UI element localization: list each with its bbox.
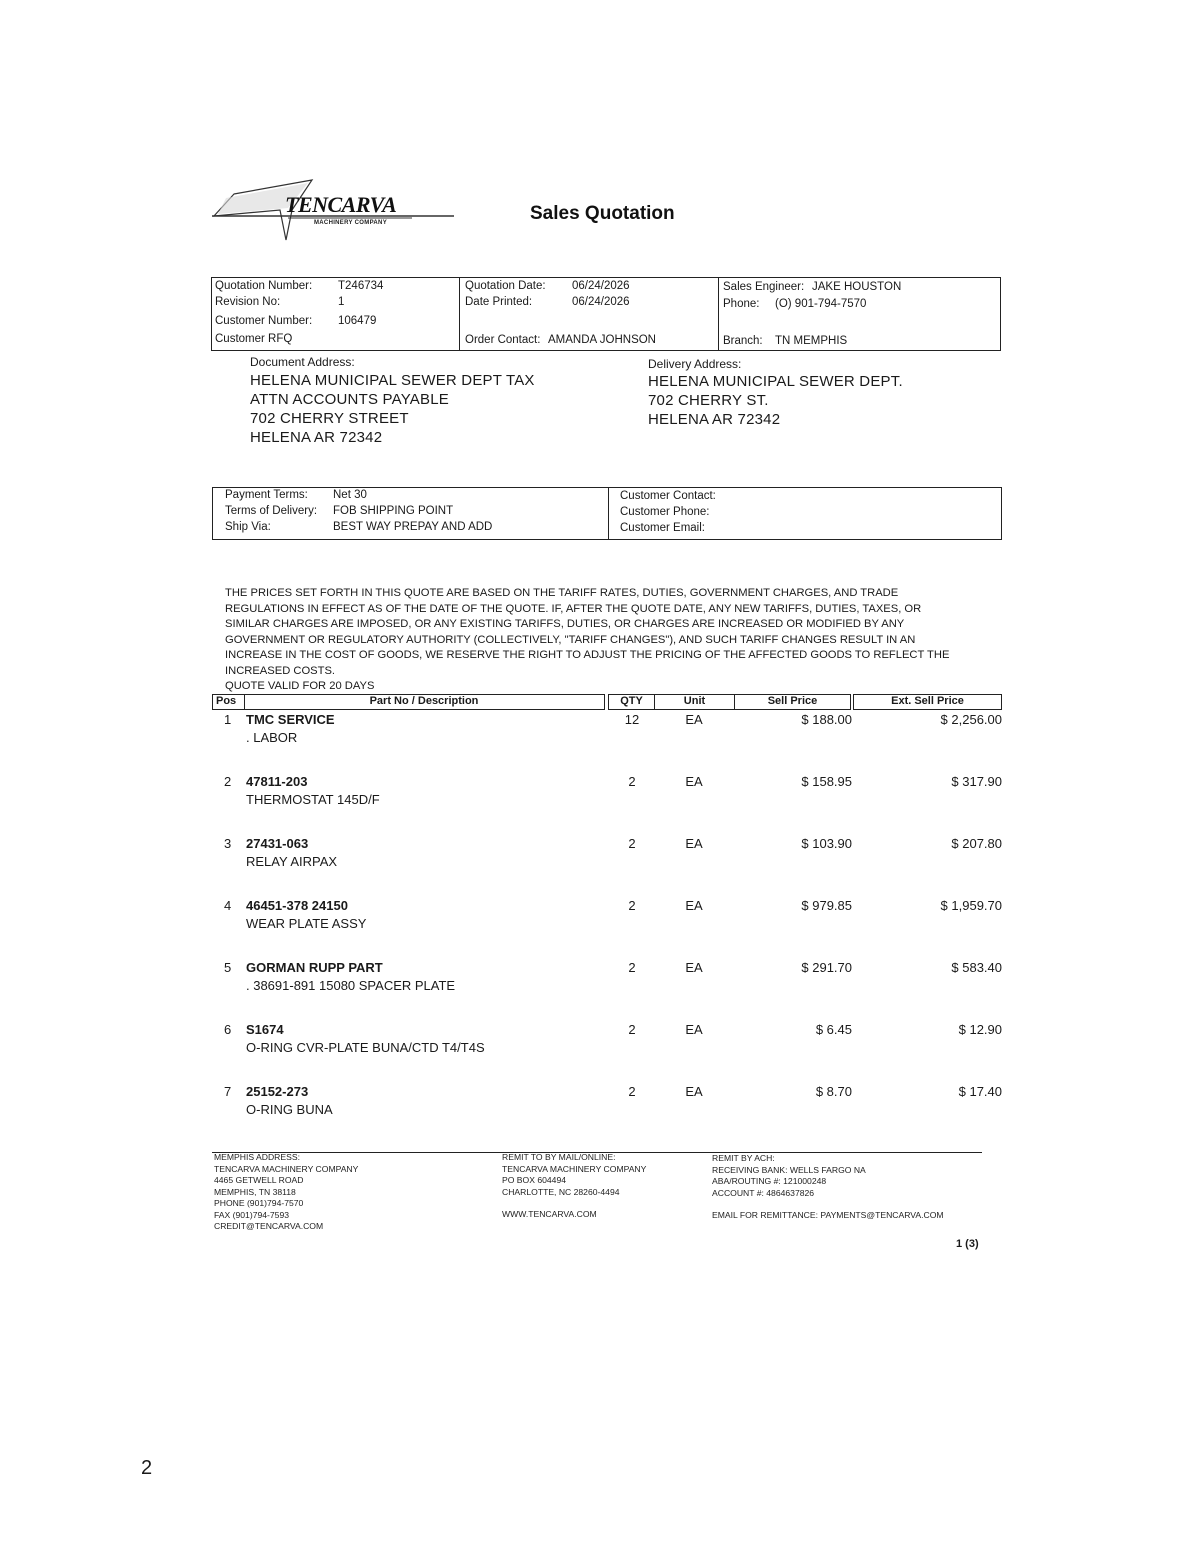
table-row bbox=[212, 898, 1002, 958]
sales-engineer-label: Sales Engineer: bbox=[723, 281, 805, 293]
branch-value: TN MEMPHIS bbox=[775, 335, 848, 347]
customer-number-label: Customer Number: bbox=[215, 315, 313, 327]
footer-line: PHONE (901)794-7570 bbox=[214, 1198, 304, 1208]
payment-terms-label: Payment Terms: bbox=[225, 489, 308, 501]
delivery-terms-label: Terms of Delivery: bbox=[225, 505, 318, 517]
document-address-line: ATTN ACCOUNTS PAYABLE bbox=[250, 391, 449, 408]
quotation-number: T246734 bbox=[338, 280, 384, 292]
item-sell-price: $ 979.85 bbox=[801, 898, 852, 913]
table-row bbox=[212, 712, 1002, 772]
order-contact: AMANDA JOHNSON bbox=[548, 334, 656, 346]
customer-number: 106479 bbox=[338, 315, 377, 327]
table-row bbox=[212, 836, 1002, 896]
item-part-number: GORMAN RUPP PART bbox=[246, 960, 383, 975]
item-ext-price: $ 317.90 bbox=[951, 774, 1002, 789]
item-sell-price: $ 291.70 bbox=[801, 960, 852, 975]
footer-line: CHARLOTTE, NC 28260-4494 bbox=[502, 1186, 620, 1197]
remittance-email[interactable]: EMAIL FOR REMITTANCE: PAYMENTS@TENCARVA.COM bbox=[712, 1210, 944, 1220]
item-pos: 6 bbox=[224, 1022, 232, 1037]
col-unit: Unit bbox=[654, 694, 734, 710]
item-part-number: 46451-378 24150 bbox=[246, 898, 348, 913]
footer-line: TENCARVA MACHINERY COMPANY bbox=[214, 1163, 359, 1174]
memphis-address-block bbox=[214, 1152, 358, 1233]
customer-contact-label: Customer Contact: bbox=[620, 490, 716, 502]
footer-line: CREDIT@TENCARVA.COM bbox=[214, 1221, 324, 1231]
delivery-address-line: 702 CHERRY ST. bbox=[648, 392, 769, 409]
item-ext-price: $ 17.40 bbox=[958, 1084, 1002, 1099]
quotation-date: 06/24/2026 bbox=[572, 280, 630, 292]
brand-name: TENCARVA bbox=[285, 192, 397, 217]
item-description: O-RING CVR-PLATE BUNA/CTD T4/T4S bbox=[246, 1040, 485, 1055]
terms-box bbox=[212, 487, 1002, 540]
item-qty: 2 bbox=[628, 1084, 636, 1099]
disclaimer-line: SIMILAR CHARGES ARE IMPOSED, OR ANY EXISTING TARIFFS, DUTIES, OR CHARGES ARE INCREASED OR MODIFIED BY ANY bbox=[225, 618, 905, 630]
item-pos: 1 bbox=[224, 712, 232, 727]
col-qty: QTY bbox=[608, 694, 655, 710]
item-sell-price: $ 8.70 bbox=[815, 1084, 852, 1099]
item-ext-price: $ 207.80 bbox=[951, 836, 1002, 851]
table-row bbox=[212, 1084, 1002, 1144]
footer-line: PO BOX 604494 bbox=[502, 1175, 567, 1185]
item-part-number: 27431-063 bbox=[246, 836, 309, 851]
col-sell-price: Sell Price bbox=[734, 694, 851, 710]
document-address-line: HELENA MUNICIPAL SEWER DEPT TAX bbox=[250, 372, 535, 389]
item-description: . 38691-891 15080 SPACER PLATE bbox=[246, 978, 456, 993]
remit-ach-block bbox=[712, 1153, 944, 1222]
document-address-heading: Document Address: bbox=[250, 355, 355, 369]
item-description: THERMOSTAT 145D/F bbox=[246, 792, 380, 807]
item-unit: EA bbox=[685, 712, 703, 727]
footer-line: TENCARVA MACHINERY COMPANY bbox=[502, 1163, 647, 1174]
item-description: . LABOR bbox=[246, 730, 298, 745]
item-part-number: TMC SERVICE bbox=[246, 712, 335, 727]
footer-line: MEMPHIS, TN 38118 bbox=[214, 1186, 296, 1197]
footer-line: 4465 GETWELL ROAD bbox=[214, 1175, 304, 1185]
footer-line: ACCOUNT #: 4864637826 bbox=[712, 1187, 815, 1198]
remit-mail-block bbox=[502, 1152, 646, 1221]
col-pos: Pos bbox=[212, 694, 245, 710]
item-ext-price: $ 583.40 bbox=[951, 960, 1002, 975]
item-description: RELAY AIRPAX bbox=[246, 854, 338, 869]
company-logo bbox=[212, 178, 457, 242]
date-printed: 06/24/2026 bbox=[572, 296, 630, 308]
revision-label: Revision No: bbox=[215, 296, 281, 308]
item-qty: 12 bbox=[624, 712, 640, 727]
delivery-terms: FOB SHIPPING POINT bbox=[333, 505, 454, 517]
delivery-address-heading: Delivery Address: bbox=[648, 357, 742, 371]
item-sell-price: $ 6.45 bbox=[815, 1022, 852, 1037]
item-unit: EA bbox=[685, 774, 703, 789]
ship-via-label: Ship Via: bbox=[225, 521, 271, 533]
table-row bbox=[212, 1022, 1002, 1082]
footer-line: RECEIVING BANK: WELLS FARGO NA bbox=[712, 1164, 866, 1175]
disclaimer-line: INCREASE IN THE COST OF GOODS, WE RESERVE THE RIGHT TO ADJUST THE PRICING OF THE AFFECTED GOODS TO REFLECT THE bbox=[225, 649, 950, 661]
item-pos: 7 bbox=[224, 1084, 232, 1099]
quote-validity: QUOTE VALID FOR 20 DAYS bbox=[225, 680, 375, 692]
customer-rfq-label: Customer RFQ bbox=[215, 333, 293, 345]
website-link[interactable]: WWW.TENCARVA.COM bbox=[502, 1209, 597, 1219]
phone-value: (O) 901-794-7570 bbox=[775, 298, 867, 310]
item-unit: EA bbox=[685, 960, 703, 975]
branch-label: Branch: bbox=[723, 335, 763, 347]
tariff-disclaimer bbox=[225, 586, 1000, 695]
disclaimer-line: THE PRICES SET FORTH IN THIS QUOTE ARE BASED ON THE TARIFF RATES, DUTIES, GOVERNMENT CHARGES, AND TRADE bbox=[225, 587, 899, 599]
item-pos: 4 bbox=[224, 898, 232, 913]
col-ext-sell-price: Ext. Sell Price bbox=[853, 694, 1002, 710]
item-pos: 2 bbox=[224, 774, 232, 789]
item-sell-price: $ 158.95 bbox=[801, 774, 852, 789]
quotation-date-label: Quotation Date: bbox=[465, 280, 546, 292]
items-table-header bbox=[212, 694, 1002, 710]
disclaimer-line: INCREASED COSTS. bbox=[225, 664, 336, 677]
table-row bbox=[212, 774, 1002, 834]
page-number: 1 (3) bbox=[956, 1238, 979, 1250]
table-row bbox=[212, 960, 1002, 1020]
footer-line: REMIT TO BY MAIL/ONLINE: bbox=[502, 1152, 616, 1162]
phone-label: Phone: bbox=[723, 298, 760, 310]
item-description: WEAR PLATE ASSY bbox=[246, 916, 367, 931]
item-ext-price: $ 12.90 bbox=[958, 1022, 1002, 1037]
item-pos: 3 bbox=[224, 836, 232, 851]
footer-line: ABA/ROUTING #: 121000248 bbox=[712, 1176, 827, 1186]
item-part-number: S1674 bbox=[246, 1022, 284, 1037]
item-part-number: 47811-203 bbox=[246, 774, 308, 789]
item-unit: EA bbox=[685, 898, 703, 913]
item-qty: 2 bbox=[628, 1022, 636, 1037]
item-qty: 2 bbox=[628, 836, 636, 851]
item-sell-price: $ 103.90 bbox=[801, 836, 852, 851]
item-unit: EA bbox=[685, 836, 703, 851]
item-qty: 2 bbox=[628, 774, 636, 789]
sales-engineer: JAKE HOUSTON bbox=[812, 281, 902, 293]
footer-line: MEMPHIS ADDRESS: bbox=[214, 1152, 300, 1162]
item-unit: EA bbox=[685, 1084, 703, 1099]
item-pos: 5 bbox=[224, 960, 232, 975]
item-qty: 2 bbox=[628, 898, 636, 913]
customer-email-label: Customer Email: bbox=[620, 522, 705, 534]
col-part: Part No / Description bbox=[244, 694, 605, 710]
quotation-number-label: Quotation Number: bbox=[215, 280, 313, 292]
page-title: Sales Quotation bbox=[530, 203, 675, 224]
disclaimer-line: GOVERNMENT OR REGULATORY AUTHORITY (COLLECTIVELY, "TARIFF CHANGES"), AND SUCH TARIFF CHANGES RESULT IN AN bbox=[225, 633, 916, 646]
delivery-address-line: HELENA AR 72342 bbox=[648, 411, 781, 428]
delivery-address-line: HELENA MUNICIPAL SEWER DEPT. bbox=[648, 373, 903, 390]
item-ext-price: $ 2,256.00 bbox=[940, 712, 1002, 727]
document-address-line: 702 CHERRY STREET bbox=[250, 410, 409, 427]
disclaimer-line: REGULATIONS IN EFFECT AS OF THE DATE OF THE QUOTE. IF, AFTER THE QUOTE DATE, ANY NEW TARIFFS, DUTIES, TAXES, OR bbox=[225, 602, 922, 615]
item-description: O-RING BUNA bbox=[246, 1102, 333, 1117]
item-unit: EA bbox=[685, 1022, 703, 1037]
item-sell-price: $ 188.00 bbox=[801, 712, 852, 727]
payment-terms: Net 30 bbox=[333, 489, 367, 501]
footer-line: REMIT BY ACH: bbox=[712, 1153, 775, 1163]
date-printed-label: Date Printed: bbox=[465, 296, 533, 308]
item-ext-price: $ 1,959.70 bbox=[940, 898, 1002, 913]
customer-phone-label: Customer Phone: bbox=[620, 506, 710, 518]
document-address-line: HELENA AR 72342 bbox=[250, 429, 383, 446]
quotation-header-box bbox=[211, 277, 1001, 351]
item-qty: 2 bbox=[628, 960, 636, 975]
brand-subtitle: MACHINERY COMPANY bbox=[314, 220, 387, 226]
revision-value: 1 bbox=[338, 296, 345, 308]
item-part-number: 25152-273 bbox=[246, 1084, 309, 1099]
sheet-number: 2 bbox=[141, 1457, 153, 1479]
order-contact-label: Order Contact: bbox=[465, 334, 541, 346]
footer-line: FAX (901)794-7593 bbox=[214, 1209, 290, 1220]
ship-via: BEST WAY PREPAY AND ADD bbox=[333, 521, 493, 533]
